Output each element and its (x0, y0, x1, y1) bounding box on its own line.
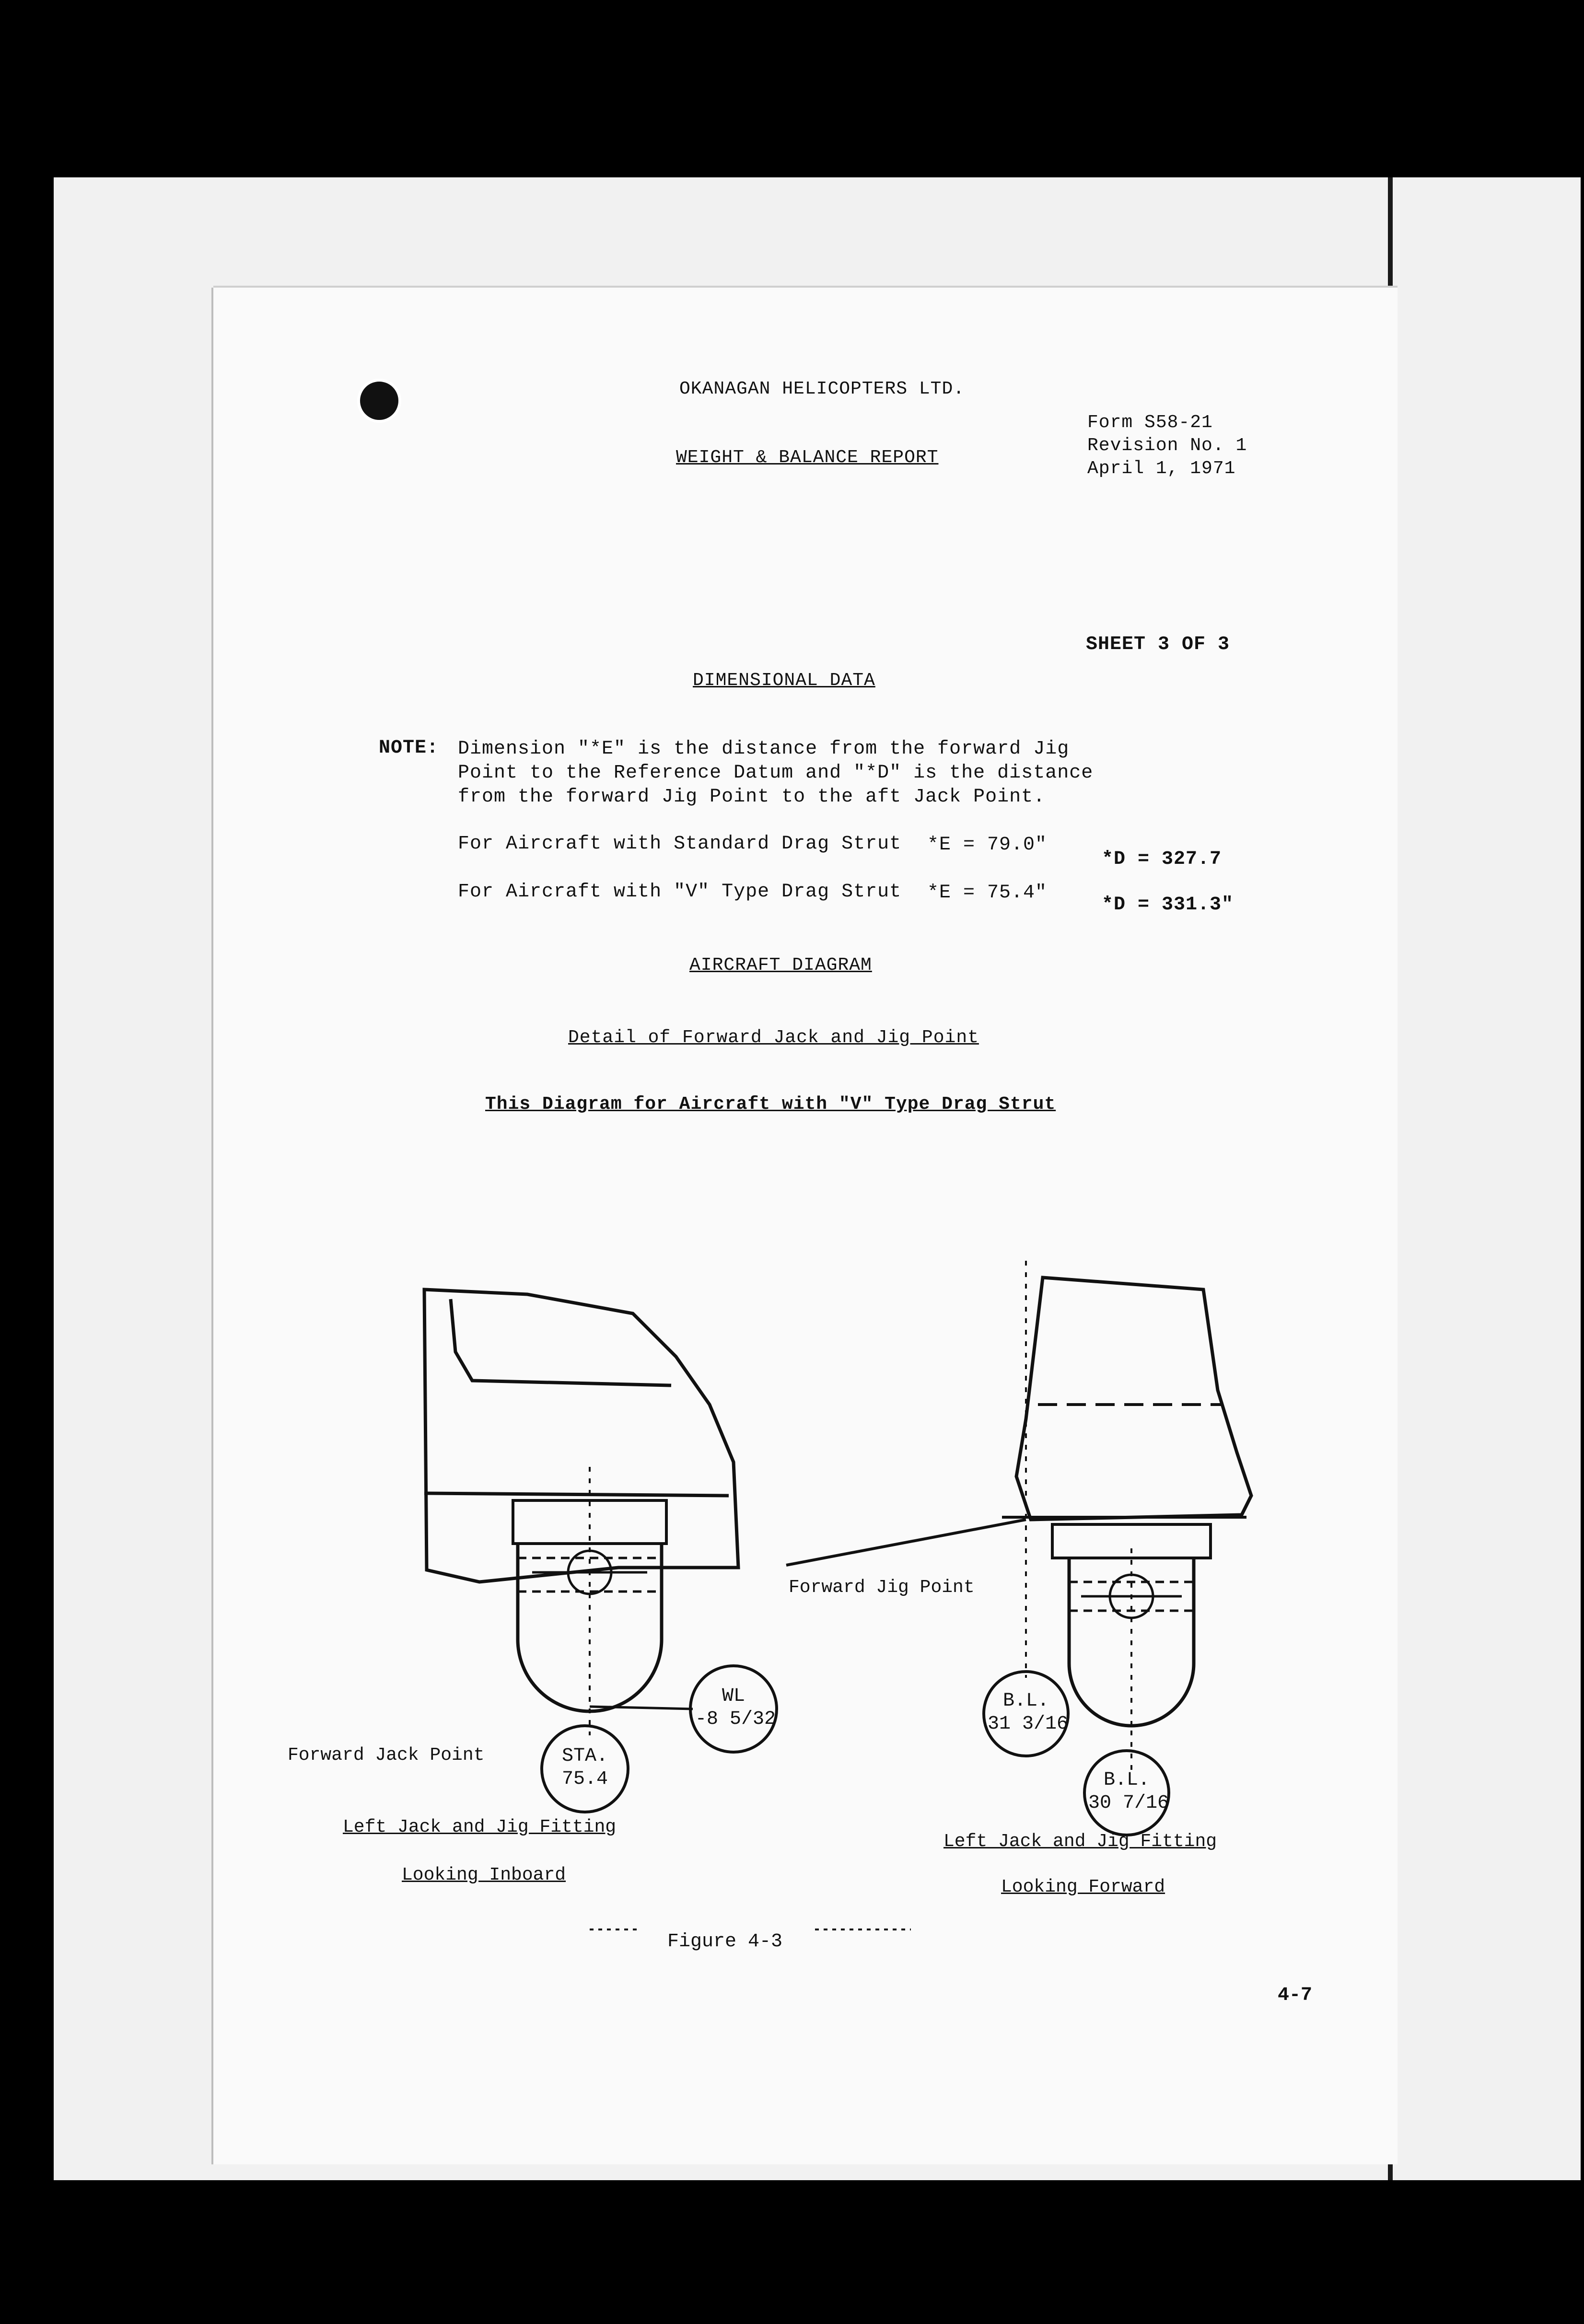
bl1-value: 31 3/16 (988, 1713, 1069, 1735)
forward-jig-point-label: Forward Jig Point (789, 1577, 975, 1598)
left-fuselage-outline (424, 1290, 738, 1582)
revision-number: Revision No. 1 (1087, 435, 1247, 456)
section-heading: DIMENSIONAL DATA (693, 670, 875, 691)
company-name: OKANAGAN HELICOPTERS LTD. (679, 379, 965, 399)
sheet-number: SHEET 3 OF 3 (1086, 634, 1230, 655)
sta-circle-text (547, 1745, 623, 1791)
row-label-standard: For Aircraft with Standard Drag Strut (458, 833, 902, 855)
row-e-v-type: *E = 75.4" (927, 882, 1048, 904)
row-e-standard: *E = 79.0" (927, 834, 1048, 856)
wl-value: -8 5/32 (695, 1708, 776, 1730)
report-title: WEIGHT & BALANCE REPORT (676, 447, 939, 468)
bl2-label: B.L. (1103, 1769, 1150, 1791)
bl2-circle-text (1088, 1769, 1169, 1815)
wl-circle-text (695, 1685, 776, 1731)
note-label: NOTE: (379, 737, 439, 759)
detail-heading: Detail of Forward Jack and Jig Point (568, 1027, 979, 1048)
figure-caption: Figure 4-3 (667, 1931, 783, 1952)
right-caption-1: Left Jack and Jig Fitting (943, 1831, 1217, 1852)
right-caption-2: Looking Forward (1001, 1877, 1165, 1897)
bl1-circle-text (988, 1690, 1069, 1736)
note-line-1: Dimension "*E" is the distance from the forward Jig (458, 738, 1070, 760)
wl-label: WL (722, 1685, 745, 1707)
note-line-2: Point to the Reference Datum and "*D" is the distance (458, 762, 1094, 784)
bl2-value: 30 7/16 (1088, 1792, 1169, 1814)
aircraft-diagram-heading: AIRCRAFT DIAGRAM (689, 955, 872, 976)
form-date: April 1, 1971 (1087, 458, 1236, 479)
left-caption-1: Left Jack and Jig Fitting (343, 1817, 617, 1837)
left-caption-2: Looking Inboard (402, 1865, 566, 1885)
sta-label: STA. (561, 1745, 608, 1767)
diagram-note: This Diagram for Aircraft with "V" Type Drag Strut (485, 1094, 1056, 1115)
jig-point-leader (786, 1520, 1026, 1565)
sta-value: 75.4 (561, 1768, 608, 1790)
row-d-standard: *D = 327.7 (1102, 848, 1222, 870)
left-fuselage-inner (451, 1299, 671, 1385)
right-fuselage-outline (1016, 1278, 1251, 1520)
page-number: 4-7 (1278, 1985, 1313, 2006)
row-label-v-type: For Aircraft with "V" Type Drag Strut (458, 881, 902, 903)
left-fuselage-line (424, 1493, 729, 1496)
note-line-3: from the forward Jig Point to the aft Jack Point. (458, 786, 1046, 808)
row-d-v-type: *D = 331.3" (1102, 894, 1234, 916)
form-number: Form S58-21 (1087, 412, 1213, 433)
forward-jack-point-label: Forward Jack Point (288, 1745, 485, 1766)
bl1-label: B.L. (1002, 1690, 1049, 1712)
